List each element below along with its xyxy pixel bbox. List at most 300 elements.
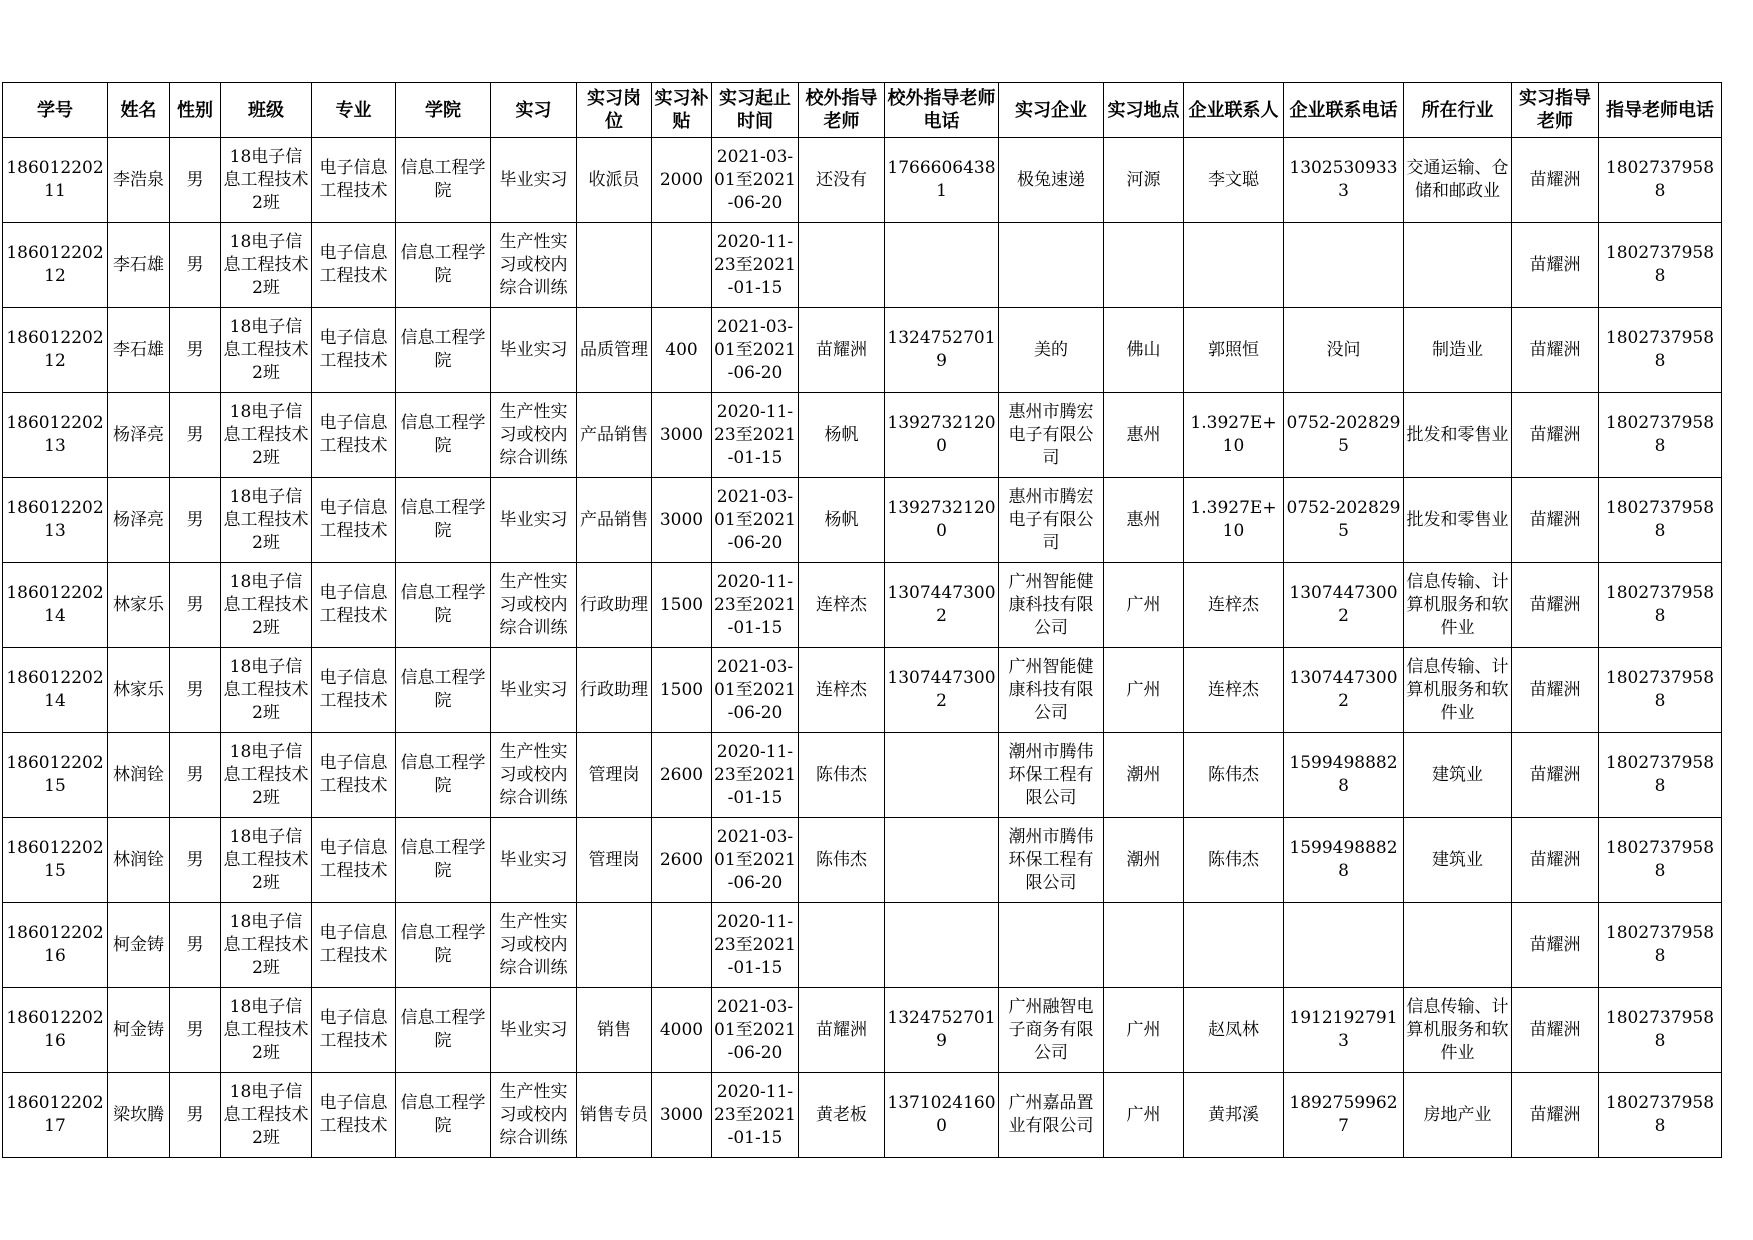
cell-position [577,563,652,648]
cell-text: 男 [186,424,204,445]
cell-text: 400 [665,339,698,360]
cell-text: 0752-2028295 [1286,498,1401,541]
cell-name [108,138,170,223]
cell-class [221,1073,312,1158]
cell-student-id [3,733,108,818]
cell-text: 3000 [659,1104,704,1125]
cell-tutor [1512,138,1599,223]
cell-text: 行政助理 [580,594,648,615]
cell-text: 13710241600 [887,1093,996,1136]
cell-text: 2020-11-23至2021-01-15 [714,1081,796,1148]
cell-name [108,393,170,478]
cell-text: 18电子信息工程技术2班 [223,996,309,1063]
cell-text: 建筑业 [1432,764,1483,785]
cell-text: 18027379588 [1605,1008,1715,1051]
cell-text: 陈伟杰 [1208,849,1259,870]
cell-tutor-phone [1599,393,1722,478]
cell-company-contact [1184,563,1284,648]
cell-tutor-phone [1599,223,1722,308]
cell-text: 苗耀洲 [1529,764,1581,785]
cell-name [108,733,170,818]
cell-text: 信息传输、计算机服务和软件业 [1406,996,1509,1063]
cell-company-phone [1284,308,1404,393]
cell-external-tutor-phone [885,988,999,1073]
cell-class [221,478,312,563]
cell-internship-type [491,1073,577,1158]
table-row [3,1073,1722,1158]
col-header-industry: 所在行业 [1404,83,1512,138]
cell-text: 黄老板 [816,1104,867,1125]
cell-text: 18601220211 [6,158,104,201]
cell-text: 没问 [1326,339,1361,360]
cell-text: 18电子信息工程技术2班 [223,571,309,638]
cell-name [108,648,170,733]
cell-text: 陈伟杰 [816,764,867,785]
cell-text: 18601220214 [6,583,104,626]
cell-text: 2020-11-23至2021-01-15 [714,741,796,808]
cell-text: 毕业实习 [499,509,568,530]
cell-location [1104,733,1184,818]
cell-college [396,223,491,308]
cell-gender [170,1073,221,1158]
cell-text: 苗耀洲 [1529,594,1581,615]
cell-industry [1404,308,1512,393]
cell-subsidy [652,393,712,478]
cell-tutor-phone [1599,988,1722,1073]
cell-student-id [3,988,108,1073]
cell-tutor-phone [1599,733,1722,818]
table-row [3,223,1722,308]
cell-text: 李石雄 [113,339,164,360]
cell-internship-type [491,648,577,733]
cell-position [577,223,652,308]
cell-location [1104,308,1184,393]
cell-text: 陈伟杰 [816,849,867,870]
cell-text: 信息工程学院 [400,1093,486,1136]
cell-gender [170,988,221,1073]
table-row [3,733,1722,818]
cell-tutor [1512,818,1599,903]
col-header-student-id: 学号 [3,83,108,138]
cell-company-contact [1184,903,1284,988]
cell-text: 13074473002 [887,583,996,626]
cell-external-tutor-phone [885,903,999,988]
header-row [3,83,1722,138]
cell-text: 建筑业 [1432,849,1483,870]
cell-student-id [3,903,108,988]
cell-text: 18电子信息工程技术2班 [223,316,309,383]
cell-text: 18电子信息工程技术2班 [223,486,309,553]
cell-text: 电子信息工程技术 [319,753,388,796]
cell-text: 苗耀洲 [816,1019,867,1040]
cell-class [221,648,312,733]
cell-gender [170,478,221,563]
cell-text: 信息工程学院 [400,923,486,966]
cell-text: 品质管理 [580,339,648,360]
cell-text: 管理岗 [588,764,640,785]
cell-text: 行政助理 [580,679,648,700]
cell-text: 生产性实习或校内综合训练 [499,571,568,638]
cell-tutor [1512,903,1599,988]
cell-major [312,818,396,903]
cell-text: 13074473002 [1289,668,1398,711]
cell-text: 电子信息工程技术 [319,923,388,966]
cell-text: 电子信息工程技术 [319,583,388,626]
cell-tutor-phone [1599,903,1722,988]
cell-gender [170,308,221,393]
cell-subsidy [652,223,712,308]
cell-text: 电子信息工程技术 [319,668,388,711]
cell-text: 18601220216 [6,923,104,966]
cell-text: 2021-03-01至2021-06-20 [714,146,796,213]
cell-tutor-phone [1599,1073,1722,1158]
cell-text: 18027379588 [1605,923,1715,966]
cell-text: 郭照恒 [1208,339,1259,360]
cell-period [712,308,799,393]
cell-company-contact [1184,733,1284,818]
cell-text: 2021-03-01至2021-06-20 [714,826,796,893]
cell-text: 18电子信息工程技术2班 [223,656,309,723]
cell-gender [170,563,221,648]
cell-college [396,1073,491,1158]
cell-text: 生产性实习或校内综合训练 [499,401,568,468]
cell-company [999,223,1104,308]
table-row [3,308,1722,393]
cell-position [577,308,652,393]
cell-position [577,648,652,733]
cell-text: 广州智能健康科技有限公司 [1008,571,1094,638]
cell-text: 杨泽亮 [113,424,164,445]
table-row [3,818,1722,903]
cell-text: 19121927913 [1289,1008,1398,1051]
table-row [3,988,1722,1073]
cell-tutor-phone [1599,818,1722,903]
cell-text: 毕业实习 [499,339,568,360]
cell-text: 杨帆 [824,424,859,445]
col-header-external-tutor: 校外指导老师 [799,83,885,138]
cell-text: 生产性实习或校内综合训练 [499,741,568,808]
cell-text: 2020-11-23至2021-01-15 [714,571,796,638]
cell-text: 18电子信息工程技术2班 [223,741,309,808]
table-row [3,138,1722,223]
cell-text: 18027379588 [1605,328,1715,371]
cell-industry [1404,818,1512,903]
cell-text: 潮州市腾伟环保工程有限公司 [1008,741,1094,808]
cell-name [108,478,170,563]
cell-text: 18电子信息工程技术2班 [223,401,309,468]
cell-company [999,563,1104,648]
cell-text: 男 [186,254,204,275]
col-header-gender: 性别 [170,83,221,138]
cell-tutor-phone [1599,138,1722,223]
cell-text: 信息工程学院 [400,838,486,881]
cell-text: 赵凤林 [1208,1019,1259,1040]
cell-text: 河源 [1126,169,1161,190]
cell-tutor-phone [1599,308,1722,393]
cell-internship-type [491,223,577,308]
cell-student-id [3,1073,108,1158]
cell-text: 2020-11-23至2021-01-15 [714,911,796,978]
cell-text: 18601220213 [6,498,104,541]
cell-subsidy [652,648,712,733]
cell-industry [1404,138,1512,223]
cell-text: 林润铨 [113,764,164,785]
table-row [3,563,1722,648]
cell-text: 黄邦溪 [1208,1104,1259,1125]
cell-company-phone [1284,478,1404,563]
cell-tutor [1512,393,1599,478]
cell-student-id [3,138,108,223]
cell-text: 苗耀洲 [1529,169,1581,190]
internship-table [2,82,1722,1158]
cell-company-phone [1284,138,1404,223]
cell-tutor [1512,478,1599,563]
cell-name [108,308,170,393]
cell-text: 潮州 [1126,764,1161,785]
cell-student-id [3,478,108,563]
cell-text: 2600 [659,849,704,870]
cell-text: 销售 [597,1019,631,1040]
cell-text: 18电子信息工程技术2班 [223,231,309,298]
cell-text: 房地产业 [1423,1104,1492,1125]
cell-company [999,478,1104,563]
cell-position [577,988,652,1073]
cell-major [312,308,396,393]
cell-name [108,988,170,1073]
cell-text: 18电子信息工程技术2班 [223,911,309,978]
cell-text: 18电子信息工程技术2班 [223,146,309,213]
cell-college [396,903,491,988]
cell-college [396,648,491,733]
cell-tutor [1512,733,1599,818]
cell-gender [170,223,221,308]
cell-text: 李文聪 [1208,169,1259,190]
cell-company-phone [1284,223,1404,308]
cell-company [999,393,1104,478]
cell-text: 18027379588 [1605,498,1715,541]
cell-gender [170,138,221,223]
cell-text: 还没有 [816,169,867,190]
cell-location [1104,818,1184,903]
cell-internship-type [491,308,577,393]
cell-text: 销售专员 [580,1104,648,1125]
cell-location [1104,903,1184,988]
cell-location [1104,988,1184,1073]
cell-text: 3000 [659,509,704,530]
cell-gender [170,818,221,903]
cell-name [108,1073,170,1158]
cell-text: 18027379588 [1605,838,1715,881]
cell-text: 18027379588 [1605,668,1715,711]
cell-company-phone [1284,648,1404,733]
cell-text: 广州嘉品置业有限公司 [1008,1093,1094,1136]
cell-company-contact [1184,648,1284,733]
col-header-company-phone: 企业联系电话 [1284,83,1404,138]
cell-company [999,818,1104,903]
cell-text: 1500 [659,679,704,700]
cell-subsidy [652,903,712,988]
cell-text: 电子信息工程技术 [319,498,388,541]
cell-position [577,903,652,988]
cell-text: 杨帆 [824,509,859,530]
cell-external-tutor [799,903,885,988]
cell-text: 13247527019 [887,1008,996,1051]
cell-company-contact [1184,138,1284,223]
cell-text: 18027379588 [1605,753,1715,796]
cell-text: 苗耀洲 [816,339,867,360]
cell-external-tutor [799,1073,885,1158]
cell-external-tutor-phone [885,818,999,903]
cell-location [1104,648,1184,733]
cell-gender [170,648,221,733]
cell-text: 批发和零售业 [1406,424,1509,445]
cell-text: 13247527019 [887,328,996,371]
cell-major [312,1073,396,1158]
cell-text: 管理岗 [588,849,640,870]
cell-external-tutor [799,223,885,308]
cell-internship-type [491,478,577,563]
cell-gender [170,733,221,818]
cell-text: 毕业实习 [499,1019,568,1040]
cell-text: 电子信息工程技术 [319,243,388,286]
cell-industry [1404,223,1512,308]
cell-text: 15994988828 [1289,753,1398,796]
cell-text: 广州 [1126,679,1161,700]
cell-text: 信息工程学院 [400,413,486,456]
cell-text: 苗耀洲 [1529,679,1581,700]
cell-text: 信息工程学院 [400,328,486,371]
cell-location [1104,563,1184,648]
cell-text: 潮州 [1126,849,1161,870]
cell-college [396,478,491,563]
cell-college [396,393,491,478]
cell-major [312,393,396,478]
cell-location [1104,393,1184,478]
cell-period [712,563,799,648]
cell-period [712,648,799,733]
cell-text: 18电子信息工程技术2班 [223,826,309,893]
cell-text: 广州 [1126,1019,1161,1040]
cell-text: 批发和零售业 [1406,509,1509,530]
cell-class [221,988,312,1073]
cell-text: 苗耀洲 [1529,509,1581,530]
cell-external-tutor [799,988,885,1073]
cell-text: 电子信息工程技术 [319,328,388,371]
col-header-external-tutor-phone: 校外指导老师电话 [885,83,999,138]
cell-text: 林家乐 [113,679,164,700]
cell-class [221,223,312,308]
cell-company-phone [1284,563,1404,648]
col-header-class: 班级 [221,83,312,138]
cell-text: 17666064381 [887,158,996,201]
cell-text: 1.3927E+10 [1190,498,1277,541]
cell-company [999,1073,1104,1158]
col-header-name: 姓名 [108,83,170,138]
cell-company-contact [1184,223,1284,308]
cell-company-phone [1284,903,1404,988]
cell-text: 林润铨 [113,849,164,870]
cell-text: 电子信息工程技术 [319,1093,388,1136]
cell-text: 惠州市腾宏电子有限公司 [1008,486,1094,553]
cell-period [712,733,799,818]
cell-external-tutor-phone [885,223,999,308]
cell-internship-type [491,733,577,818]
cell-text: 信息工程学院 [400,753,486,796]
cell-company [999,988,1104,1073]
cell-industry [1404,733,1512,818]
cell-company-contact [1184,818,1284,903]
cell-period [712,1073,799,1158]
cell-text: 极兔速递 [1017,169,1085,190]
cell-subsidy [652,1073,712,1158]
cell-name [108,903,170,988]
cell-location [1104,223,1184,308]
cell-student-id [3,818,108,903]
cell-industry [1404,988,1512,1073]
cell-text: 18601220215 [6,838,104,881]
cell-external-tutor [799,138,885,223]
cell-location [1104,138,1184,223]
cell-tutor-phone [1599,648,1722,733]
cell-period [712,988,799,1073]
col-header-subsidy: 实习补贴 [652,83,712,138]
cell-internship-type [491,138,577,223]
cell-text: 0752-2028295 [1286,413,1401,456]
cell-text: 广州智能健康科技有限公司 [1008,656,1094,723]
cell-position [577,1073,652,1158]
cell-text: 信息传输、计算机服务和软件业 [1406,656,1509,723]
cell-text: 苗耀洲 [1529,934,1581,955]
cell-company [999,648,1104,733]
cell-internship-type [491,563,577,648]
cell-text: 毕业实习 [499,849,568,870]
cell-period [712,138,799,223]
cell-period [712,903,799,988]
cell-subsidy [652,733,712,818]
cell-college [396,988,491,1073]
cell-text: 苗耀洲 [1529,424,1581,445]
cell-position [577,733,652,818]
cell-text: 18027379588 [1605,583,1715,626]
cell-text: 18601220217 [6,1093,104,1136]
cell-text: 信息工程学院 [400,583,486,626]
cell-text: 生产性实习或校内综合训练 [499,1081,568,1148]
table-row [3,903,1722,988]
cell-name [108,818,170,903]
cell-text: 佛山 [1126,339,1161,360]
cell-text: 苗耀洲 [1529,849,1581,870]
cell-subsidy [652,308,712,393]
cell-text: 男 [186,169,204,190]
cell-text: 信息传输、计算机服务和软件业 [1406,571,1509,638]
cell-text: 1.3927E+10 [1190,413,1277,456]
cell-text: 13074473002 [887,668,996,711]
cell-company [999,138,1104,223]
cell-industry [1404,478,1512,563]
cell-text: 陈伟杰 [1208,764,1259,785]
cell-subsidy [652,478,712,563]
cell-student-id [3,648,108,733]
cell-text: 广州 [1126,1104,1161,1125]
cell-text: 收派员 [588,169,640,190]
cell-tutor [1512,988,1599,1073]
cell-text: 李浩泉 [113,169,164,190]
cell-tutor [1512,223,1599,308]
cell-external-tutor [799,563,885,648]
cell-text: 制造业 [1432,339,1483,360]
cell-text: 13025309333 [1289,158,1398,201]
cell-industry [1404,563,1512,648]
